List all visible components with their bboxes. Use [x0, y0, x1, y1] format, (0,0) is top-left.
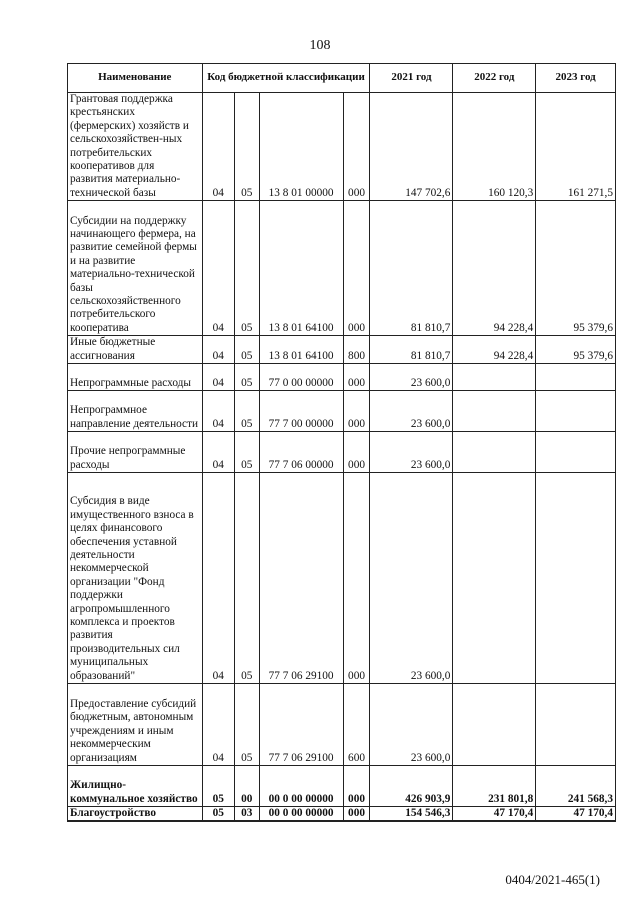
row-value-2021: 154 546,3	[370, 807, 453, 822]
row-value-2023	[536, 473, 616, 684]
row-value-2023	[536, 391, 616, 432]
header-name: Наименование	[68, 64, 203, 93]
row-value-2022: 160 120,3	[453, 93, 536, 201]
row-value-2022: 94 228,4	[453, 201, 536, 336]
table-row	[68, 364, 616, 391]
row-subsection: 05	[234, 684, 259, 766]
row-target-code: 77 0 00 00000	[259, 364, 343, 391]
row-value-2023	[536, 364, 616, 391]
row-target-code: 00 0 00 00000	[259, 807, 343, 822]
row-expense-type: 000	[343, 93, 370, 201]
row-value-2022	[453, 684, 536, 766]
row-section: 04	[202, 93, 234, 201]
row-value-2023: 161 271,5	[536, 93, 616, 201]
row-value-2021: 147 702,6	[370, 93, 453, 201]
table-row	[68, 473, 616, 684]
row-expense-type: 000	[343, 364, 370, 391]
row-name: Непрограммное направление деятельности	[68, 391, 203, 432]
row-expense-type: 000	[343, 766, 370, 807]
row-name: Благоустройство	[68, 807, 203, 822]
row-name: Субсидия в виде имущественного взноса в целях финансового обеспечения уставной деятельности некоммерческой организации "Фонд поддержки агропромышленного комплекса и проектов развития производительных сил муниципальных образований"	[68, 473, 203, 684]
row-value-2023: 95 379,6	[536, 201, 616, 336]
header-2022: 2022 год	[453, 64, 536, 93]
row-expense-type: 000	[343, 432, 370, 473]
row-subsection: 00	[234, 766, 259, 807]
row-value-2022	[453, 473, 536, 684]
table-row	[68, 336, 616, 364]
row-value-2022	[453, 432, 536, 473]
row-section: 04	[202, 684, 234, 766]
row-value-2021: 23 600,0	[370, 391, 453, 432]
row-value-2022: 231 801,8	[453, 766, 536, 807]
row-subsection: 05	[234, 364, 259, 391]
row-expense-type: 000	[343, 201, 370, 336]
row-value-2023: 47 170,4	[536, 807, 616, 822]
table-row	[68, 391, 616, 432]
budget-table	[67, 63, 616, 822]
table-row	[68, 201, 616, 336]
row-target-code: 00 0 00 00000	[259, 766, 343, 807]
row-subsection: 05	[234, 336, 259, 364]
row-target-code: 13 8 01 64100	[259, 336, 343, 364]
header-code: Код бюджетной классификации	[202, 64, 370, 93]
row-target-code: 77 7 06 29100	[259, 473, 343, 684]
row-name: Непрограммные расходы	[68, 364, 203, 391]
row-section: 04	[202, 201, 234, 336]
row-subsection: 05	[234, 93, 259, 201]
table-row	[68, 807, 616, 822]
row-name: Прочие непрограммные расходы	[68, 432, 203, 473]
row-value-2023	[536, 684, 616, 766]
row-value-2023: 95 379,6	[536, 336, 616, 364]
table-row	[68, 766, 616, 807]
row-expense-type: 000	[343, 807, 370, 822]
table-row	[68, 432, 616, 473]
row-value-2021: 81 810,7	[370, 201, 453, 336]
row-section: 04	[202, 432, 234, 473]
row-target-code: 77 7 00 00000	[259, 391, 343, 432]
row-value-2021: 23 600,0	[370, 473, 453, 684]
row-expense-type: 000	[343, 391, 370, 432]
row-value-2022: 94 228,4	[453, 336, 536, 364]
row-section: 04	[202, 391, 234, 432]
row-name: Грантовая поддержка крестьянских (фермерских) хозяйств и сельскохозяйствен-ных потребительских кооперативов для развития материально-технической базы	[68, 93, 203, 201]
row-subsection: 05	[234, 201, 259, 336]
row-expense-type: 800	[343, 336, 370, 364]
row-subsection: 03	[234, 807, 259, 822]
row-name: Иные бюджетные ассигнования	[68, 336, 203, 364]
row-value-2023	[536, 432, 616, 473]
row-target-code: 77 7 06 00000	[259, 432, 343, 473]
row-value-2021: 426 903,9	[370, 766, 453, 807]
header-row	[68, 64, 616, 93]
row-section: 04	[202, 473, 234, 684]
row-section: 05	[202, 766, 234, 807]
row-value-2021: 23 600,0	[370, 364, 453, 391]
row-section: 05	[202, 807, 234, 822]
row-expense-type: 600	[343, 684, 370, 766]
table-row	[68, 684, 616, 766]
row-value-2023: 241 568,3	[536, 766, 616, 807]
header-2021: 2021 год	[370, 64, 453, 93]
table-row	[68, 93, 616, 201]
row-value-2022: 47 170,4	[453, 807, 536, 822]
row-subsection: 05	[234, 473, 259, 684]
row-target-code: 13 8 01 64100	[259, 201, 343, 336]
row-value-2022	[453, 364, 536, 391]
row-name: Субсидии на поддержку начинающего фермера, на развитие семейной фермы и на развитие материально-технической базы сельскохозяйственного потребительского кооператива	[68, 201, 203, 336]
row-target-code: 13 8 01 00000	[259, 93, 343, 201]
header-2023: 2023 год	[536, 64, 616, 93]
row-section: 04	[202, 336, 234, 364]
row-name: Предоставление субсидий бюджетным, автономным учреждениям и иным некоммерческим организациям	[68, 684, 203, 766]
row-expense-type: 000	[343, 473, 370, 684]
row-value-2021: 23 600,0	[370, 684, 453, 766]
page-number: 108	[309, 38, 331, 53]
row-name: Жилищно-коммунальное хозяйство	[68, 766, 203, 807]
row-value-2022	[453, 391, 536, 432]
row-value-2021: 81 810,7	[370, 336, 453, 364]
row-value-2021: 23 600,0	[370, 432, 453, 473]
row-section: 04	[202, 364, 234, 391]
document-reference: 0404/2021-465(1)	[505, 872, 600, 887]
row-subsection: 05	[234, 391, 259, 432]
row-target-code: 77 7 06 29100	[259, 684, 343, 766]
row-subsection: 05	[234, 432, 259, 473]
